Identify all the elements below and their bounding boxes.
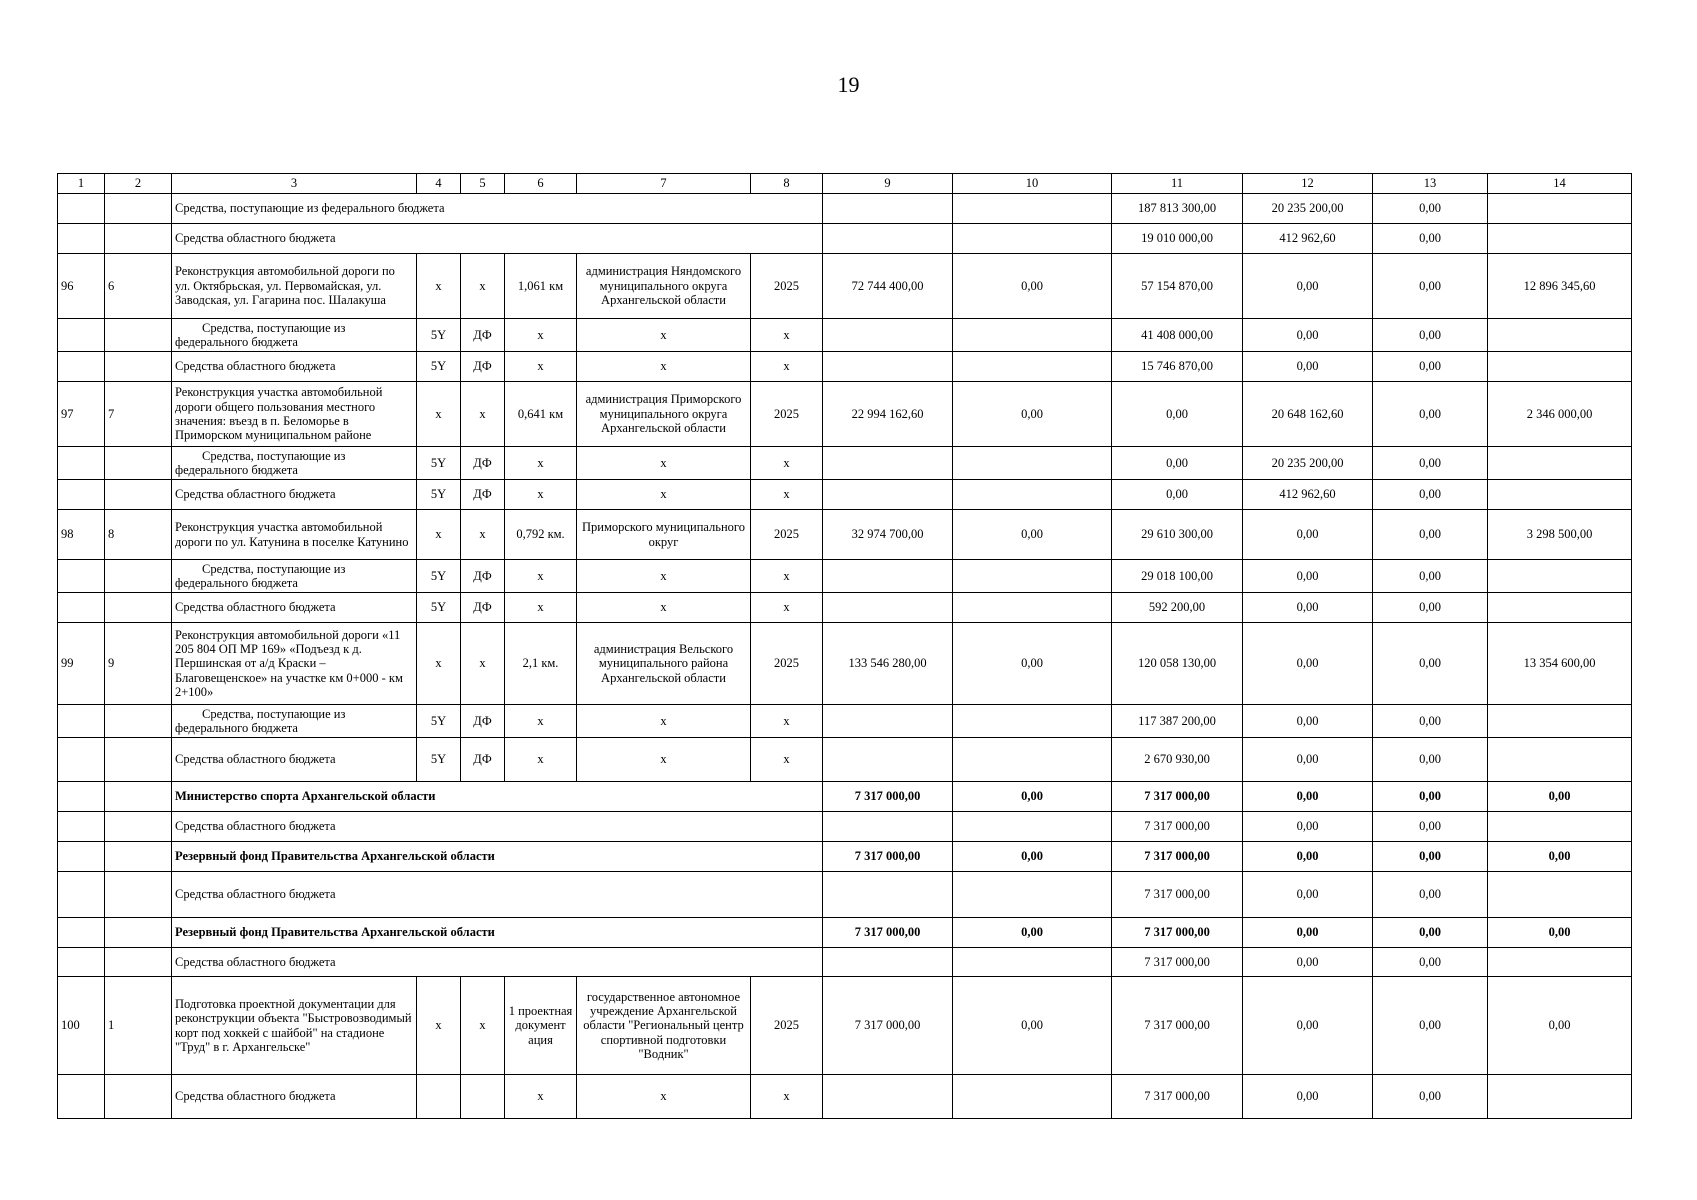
table-row [58,705,1632,738]
cell-value: х [577,593,751,623]
cell-value: 7 317 000,00 [823,918,953,948]
year: 2025 [751,623,823,705]
year: 2025 [751,382,823,447]
organization: администрация Няндомского муниципального округа Архангельской области [577,254,751,319]
cell-value: ДФ [461,352,505,382]
cell-value: 0,00 [1373,593,1488,623]
row-label: Средства, поступающие из федерального бюджета [172,560,417,593]
project-name: Реконструкция участка автомобильной дороги по ул. Катунина в поселке Катунино [172,510,417,560]
project-name: Подготовка проектной документации для реконструкции объекта "Быстровозводимый корт под хоккей с шайбой" на стадионе "Труд" в г. Архангельске" [172,977,417,1075]
capacity: 0,641 км [505,382,577,447]
cell-value: 412 962,60 [1243,224,1373,254]
cell-value: 412 962,60 [1243,480,1373,510]
table-row [58,593,1632,623]
cell-value: 0,00 [1373,1075,1488,1119]
cell-value: х [751,319,823,352]
cell-value: 0,00 [1373,812,1488,842]
cell-value: 0,00 [953,782,1112,812]
cell-value: ДФ [461,593,505,623]
table-row [58,948,1632,977]
cell-value: 0,00 [1373,738,1488,782]
year: 2025 [751,977,823,1075]
cell-value: 32 974 700,00 [823,510,953,560]
year: 2025 [751,254,823,319]
table-row [58,738,1632,782]
cell-value: х [417,510,461,560]
row-label: Средства, поступающие из федерального бюджета [172,194,823,224]
cell-value: 0,00 [1373,977,1488,1075]
cell-value: 0,00 [1243,593,1373,623]
cell-value: 0,00 [1112,480,1243,510]
cell-value: 7 317 000,00 [1112,782,1243,812]
cell-value: 0,00 [1373,254,1488,319]
cell-value: 592 200,00 [1112,593,1243,623]
cell-value: 72 744 400,00 [823,254,953,319]
cell-value: 7 317 000,00 [1112,872,1243,918]
cell-value: 29 610 300,00 [1112,510,1243,560]
organization: администрация Приморского муниципального округа Архангельской области [577,382,751,447]
cell-value: 0,00 [1373,382,1488,447]
column-numbers-row [58,174,1632,194]
cell-value: 5Y [417,593,461,623]
cell-value: 0,00 [1373,623,1488,705]
table-row [58,447,1632,480]
cell-value: 7 317 000,00 [1112,842,1243,872]
section-total-row [58,782,1632,812]
column-number: 11 [1112,174,1243,194]
cell-value: х [577,352,751,382]
cell-value: х [505,705,577,738]
cell-value: 0,00 [1243,948,1373,977]
cell-value: 20 235 200,00 [1243,194,1373,224]
cell-value: 0,00 [1373,194,1488,224]
column-number: 10 [953,174,1112,194]
cell-value: 0,00 [1373,352,1488,382]
table-row [58,812,1632,842]
cell-value: х [577,1075,751,1119]
cell-value: 0,00 [1112,447,1243,480]
cell-value: 0,00 [953,623,1112,705]
cell-value: 7 317 000,00 [823,977,953,1075]
cell-value: 7 317 000,00 [1112,1075,1243,1119]
cell-value: х [505,560,577,593]
cell-value: х [461,382,505,447]
cell-value: 0,00 [1488,842,1632,872]
cell-value: х [751,705,823,738]
cell-value: х [505,352,577,382]
cell-value: 0,00 [1373,447,1488,480]
sub-number: 1 [105,977,172,1075]
cell-value: 0,00 [1488,918,1632,948]
cell-value: х [751,1075,823,1119]
cell-value: 7 317 000,00 [1112,948,1243,977]
section-label: Министерство спорта Архангельской области [172,782,823,812]
column-number: 6 [505,174,577,194]
section-total-row [58,918,1632,948]
cell-value: 22 994 162,60 [823,382,953,447]
cell-value: х [751,593,823,623]
table-row [58,194,1632,224]
cell-value: х [577,560,751,593]
cell-value: 0,00 [1373,510,1488,560]
cell-value: х [751,738,823,782]
cell-value: 0,00 [1112,382,1243,447]
cell-value: 15 746 870,00 [1112,352,1243,382]
cell-value: 0,00 [1373,705,1488,738]
row-label: Средства областного бюджета [172,812,823,842]
cell-value: 5Y [417,352,461,382]
column-number: 2 [105,174,172,194]
cell-value: 0,00 [1243,812,1373,842]
cell-value: 19 010 000,00 [1112,224,1243,254]
project-row [58,382,1632,447]
cell-value: 7 317 000,00 [1112,977,1243,1075]
sub-number: 6 [105,254,172,319]
row-label: Средства областного бюджета [172,224,823,254]
cell-value: 133 546 280,00 [823,623,953,705]
cell-value: 5Y [417,560,461,593]
cell-value: 13 354 600,00 [1488,623,1632,705]
cell-value: х [417,382,461,447]
cell-value: х [505,480,577,510]
cell-value: ДФ [461,738,505,782]
section-total-row [58,842,1632,872]
cell-value: х [577,447,751,480]
page-number: 19 [837,72,860,97]
cell-value: 0,00 [1243,1075,1373,1119]
cell-value: 0,00 [1488,782,1632,812]
cell-value: х [461,510,505,560]
cell-value: х [505,593,577,623]
cell-value: 0,00 [1243,560,1373,593]
project-row [58,977,1632,1075]
cell-value: 0,00 [1243,782,1373,812]
cell-value: 7 317 000,00 [823,782,953,812]
project-name: Реконструкция автомобильной дороги «11 205 804 ОП МР 169» «Подъезд к д. Першинская от а/д Краски – Благовещенское» на участке км 0+000 - км 2+100» [172,623,417,705]
sub-number: 7 [105,382,172,447]
cell-value: х [577,738,751,782]
row-number: 99 [58,623,105,705]
cell-value: ДФ [461,560,505,593]
cell-value: х [417,254,461,319]
cell-value: х [461,254,505,319]
cell-value: х [505,319,577,352]
row-label: Средства областного бюджета [172,948,823,977]
table-row [58,319,1632,352]
sub-number: 8 [105,510,172,560]
capacity: 1,061 км [505,254,577,319]
row-number: 98 [58,510,105,560]
cell-value: 117 387 200,00 [1112,705,1243,738]
cell-value: 0,00 [1243,623,1373,705]
cell-value: 0,00 [1373,948,1488,977]
cell-value: х [751,480,823,510]
cell-value: 12 896 345,60 [1488,254,1632,319]
cell-value: 0,00 [1373,872,1488,918]
cell-value: 5Y [417,705,461,738]
year: 2025 [751,510,823,560]
column-number: 8 [751,174,823,194]
table-row [58,872,1632,918]
project-row [58,623,1632,705]
project-row [58,254,1632,319]
cell-value: 0,00 [1373,918,1488,948]
project-name: Реконструкция участка автомобильной дороги общего пользования местного значения: въезд в п. Беломорье в Приморском муниципальном районе [172,382,417,447]
cell-value: х [461,977,505,1075]
cell-value: 57 154 870,00 [1112,254,1243,319]
table-row [58,352,1632,382]
cell-value: 0,00 [953,510,1112,560]
capacity: 1 проектная документ ация [505,977,577,1075]
cell-value: х [577,480,751,510]
column-number: 13 [1373,174,1488,194]
cell-value: 0,00 [1243,319,1373,352]
section-label: Резервный фонд Правительства Архангельской области [172,918,823,948]
row-label: Средства областного бюджета [172,1075,417,1119]
cell-value: х [505,1075,577,1119]
organization: администрация Вельского муниципального района Архангельской области [577,623,751,705]
cell-value: 0,00 [1243,872,1373,918]
column-number: 5 [461,174,505,194]
cell-value: 5Y [417,447,461,480]
capacity: 0,792 км. [505,510,577,560]
cell-value: 0,00 [953,382,1112,447]
cell-value: х [751,352,823,382]
cell-value: 0,00 [953,254,1112,319]
cell-value: 20 235 200,00 [1243,447,1373,480]
organization: Приморского муниципального округ [577,510,751,560]
column-number: 12 [1243,174,1373,194]
column-number: 4 [417,174,461,194]
cell-value: 0,00 [1373,782,1488,812]
row-number: 100 [58,977,105,1075]
budget-table [57,173,1632,1119]
cell-value: х [505,447,577,480]
capacity: 2,1 км. [505,623,577,705]
row-label: Средства, поступающие из федерального бюджета [172,447,417,480]
cell-value: 20 648 162,60 [1243,382,1373,447]
cell-value: 0,00 [1488,977,1632,1075]
row-label: Средства областного бюджета [172,872,823,918]
cell-value: 0,00 [1243,705,1373,738]
cell-value: 29 018 100,00 [1112,560,1243,593]
row-label: Средства областного бюджета [172,593,417,623]
cell-value: 0,00 [953,918,1112,948]
cell-value: 41 408 000,00 [1112,319,1243,352]
row-label: Средства областного бюджета [172,480,417,510]
cell-value: 0,00 [1243,254,1373,319]
cell-value: 0,00 [1373,560,1488,593]
section-label: Резервный фонд Правительства Архангельской области [172,842,823,872]
cell-value: 0,00 [1373,842,1488,872]
row-label: Средства, поступающие из федерального бюджета [172,705,417,738]
cell-value: 7 317 000,00 [1112,918,1243,948]
cell-value: х [505,738,577,782]
column-number: 14 [1488,174,1632,194]
cell-value: х [577,319,751,352]
cell-value: 2 346 000,00 [1488,382,1632,447]
cell-value: ДФ [461,319,505,352]
table-row [58,1075,1632,1119]
cell-value: 7 317 000,00 [823,842,953,872]
column-number: 1 [58,174,105,194]
column-number: 3 [172,174,417,194]
row-label: Средства областного бюджета [172,738,417,782]
cell-value: х [751,560,823,593]
organization: государственное автономное учреждение Архангельской области "Региональный центр спортивной подготовки "Водник" [577,977,751,1075]
row-label: Средства областного бюджета [172,352,417,382]
cell-value: х [461,623,505,705]
cell-value: ДФ [461,705,505,738]
cell-value: ДФ [461,447,505,480]
project-name: Реконструкция автомобильной дороги по ул. Октябрьская, ул. Первомайская, ул. Заводская, ул. Гагарина пос. Шалакуша [172,254,417,319]
cell-value: 0,00 [1373,480,1488,510]
cell-value: 0,00 [1243,842,1373,872]
row-label: Средства, поступающие из федерального бюджета [172,319,417,352]
table-row [58,480,1632,510]
column-number: 9 [823,174,953,194]
cell-value: х [577,705,751,738]
row-number: 97 [58,382,105,447]
cell-value: ДФ [461,480,505,510]
cell-value: 0,00 [1243,352,1373,382]
table-row [58,560,1632,593]
cell-value: 7 317 000,00 [1112,812,1243,842]
cell-value: 0,00 [953,842,1112,872]
cell-value: 0,00 [1373,224,1488,254]
cell-value: х [417,977,461,1075]
cell-value: 0,00 [953,977,1112,1075]
sub-number: 9 [105,623,172,705]
cell-value: 5Y [417,480,461,510]
table-row [58,224,1632,254]
cell-value: 2 670 930,00 [1112,738,1243,782]
cell-value: 5Y [417,738,461,782]
cell-value: 3 298 500,00 [1488,510,1632,560]
cell-value: 0,00 [1243,510,1373,560]
cell-value: 120 058 130,00 [1112,623,1243,705]
cell-value: 5Y [417,319,461,352]
cell-value: 0,00 [1243,738,1373,782]
column-number: 7 [577,174,751,194]
cell-value: 0,00 [1373,319,1488,352]
cell-value: х [417,623,461,705]
row-number: 96 [58,254,105,319]
cell-value: 0,00 [1243,918,1373,948]
cell-value: 187 813 300,00 [1112,194,1243,224]
cell-value: 0,00 [1243,977,1373,1075]
project-row [58,510,1632,560]
cell-value: х [751,447,823,480]
